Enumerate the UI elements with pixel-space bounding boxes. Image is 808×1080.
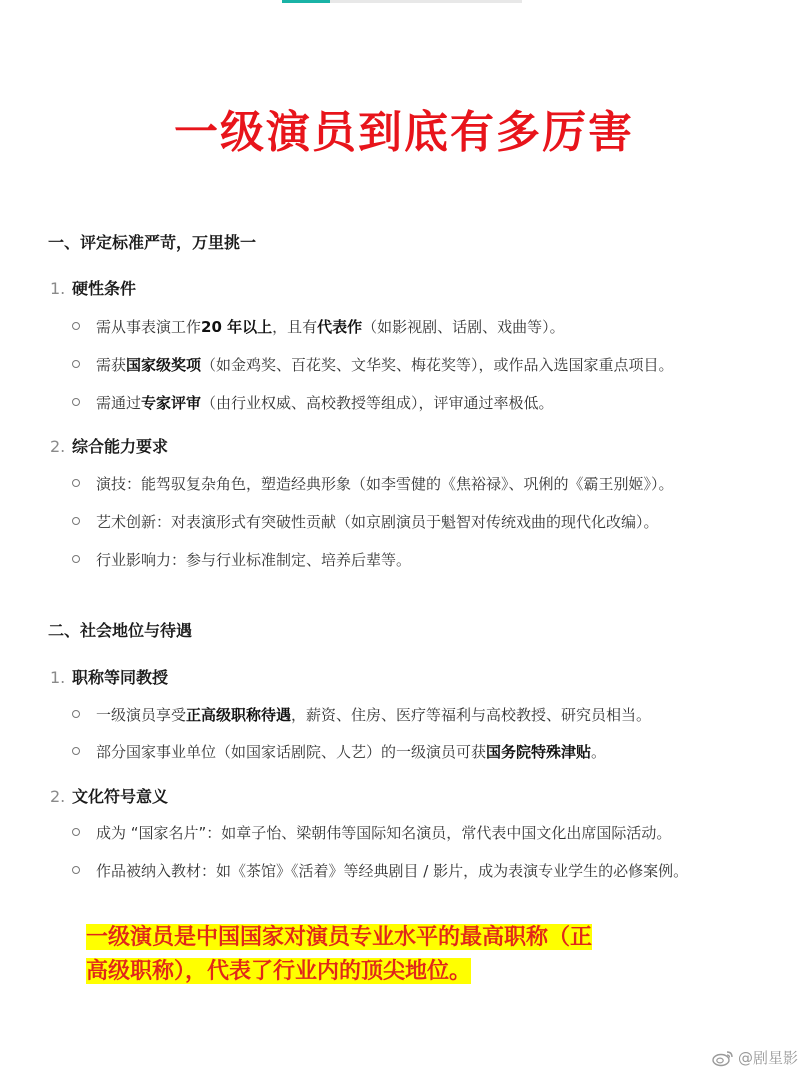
list-item-ability: 2. 综合能力要求 <box>50 437 169 456</box>
text-segment: 作品被纳入教材：如《茶馆》《活着》等经典剧目 / 影片，成为表演专业学生的必修案例。 <box>96 862 689 880</box>
bold-text: 20 年以上 <box>201 318 273 336</box>
bold-text: 国家级奖项 <box>126 356 202 374</box>
weibo-logo-icon <box>712 1049 734 1067</box>
watermark: @剧星影 <box>712 1047 798 1068</box>
page-title: 一级演员到底有多厉害 <box>174 107 634 158</box>
bullet-item <box>72 354 674 375</box>
bullet-item <box>72 822 671 843</box>
bullet-item <box>72 860 688 881</box>
bullet-icon <box>72 555 80 563</box>
text-segment: ，且有 <box>272 318 318 336</box>
text-segment: （如金鸡奖、百花奖、文华奖、梅花奖等），或作品入选国家重点项目。 <box>201 356 674 374</box>
text-segment: 需获 <box>96 356 127 374</box>
text-segment: 需从事表演工作 <box>96 318 202 336</box>
text-segment: ，薪资、住房、医疗等福利与高校教授、研究员相当。 <box>291 706 652 724</box>
bold-text: 代表作 <box>317 318 363 336</box>
bullet-item <box>72 549 411 570</box>
bullet-icon <box>72 398 80 406</box>
section-heading-2: 二、社会地位与待遇 <box>48 621 193 640</box>
bullet-item <box>72 704 651 725</box>
text-segment: 部分国家事业单位（如国家话剧院、人艺）的一级演员可获 <box>96 743 487 761</box>
text-segment: 成为 “国家名片”：如章子怡、梁朝伟等国际知名演员，常代表中国文化出席国际活动。 <box>96 824 672 842</box>
list-item-hard-conditions: 1. 硬性条件 <box>50 279 137 298</box>
bullet-icon <box>72 322 80 330</box>
bold-text: 正高级职称待遇 <box>186 706 292 724</box>
text-segment: 一级演员享受 <box>96 706 187 724</box>
text-segment: （如影视剧、话剧、戏曲等）。 <box>362 318 565 336</box>
bullet-icon <box>72 747 80 755</box>
bold-text: 国务院特殊津贴 <box>486 743 592 761</box>
bullet-icon <box>72 828 80 836</box>
top-tab-indicator <box>282 0 522 3</box>
text-segment: （由行业权威、高校教授等组成），评审通过率极低。 <box>201 394 554 412</box>
list-item-cultural-symbol: 2. 文化符号意义 <box>50 787 169 806</box>
bullet-item <box>72 473 674 494</box>
bullet-item <box>72 511 659 532</box>
bullet-item <box>72 741 606 762</box>
bullet-item <box>72 392 554 413</box>
bold-text: 专家评审 <box>141 394 202 412</box>
text-segment: 艺术创新：对表演形式有突破性贡献（如京剧演员于魁智对传统戏曲的现代化改编）。 <box>96 513 659 531</box>
bullet-item <box>72 316 565 337</box>
text-segment: 演技：能驾驭复杂角色，塑造经典形象（如李雪健的《焦裕禄》、巩俐的《霸王别姬》）。 <box>96 475 674 493</box>
list-item-title-equivalent: 1. 职称等同教授 <box>50 668 169 687</box>
bullet-icon <box>72 710 80 718</box>
bullet-icon <box>72 866 80 874</box>
bullet-icon <box>72 517 80 525</box>
highlight-summary: 一级演员是中国国家对演员专业水平的最高职称（正 高级职称），代表了行业内的顶尖地位。 <box>86 924 593 984</box>
bullet-icon <box>72 360 80 368</box>
section-heading-1: 一、评定标准严苛，万里挑一 <box>48 233 257 252</box>
text-segment: 。 <box>591 743 607 761</box>
text-segment: 行业影响力：参与行业标准制定、培养后辈等。 <box>96 551 412 569</box>
bullet-icon <box>72 479 80 487</box>
text-segment: 需通过 <box>96 394 142 412</box>
